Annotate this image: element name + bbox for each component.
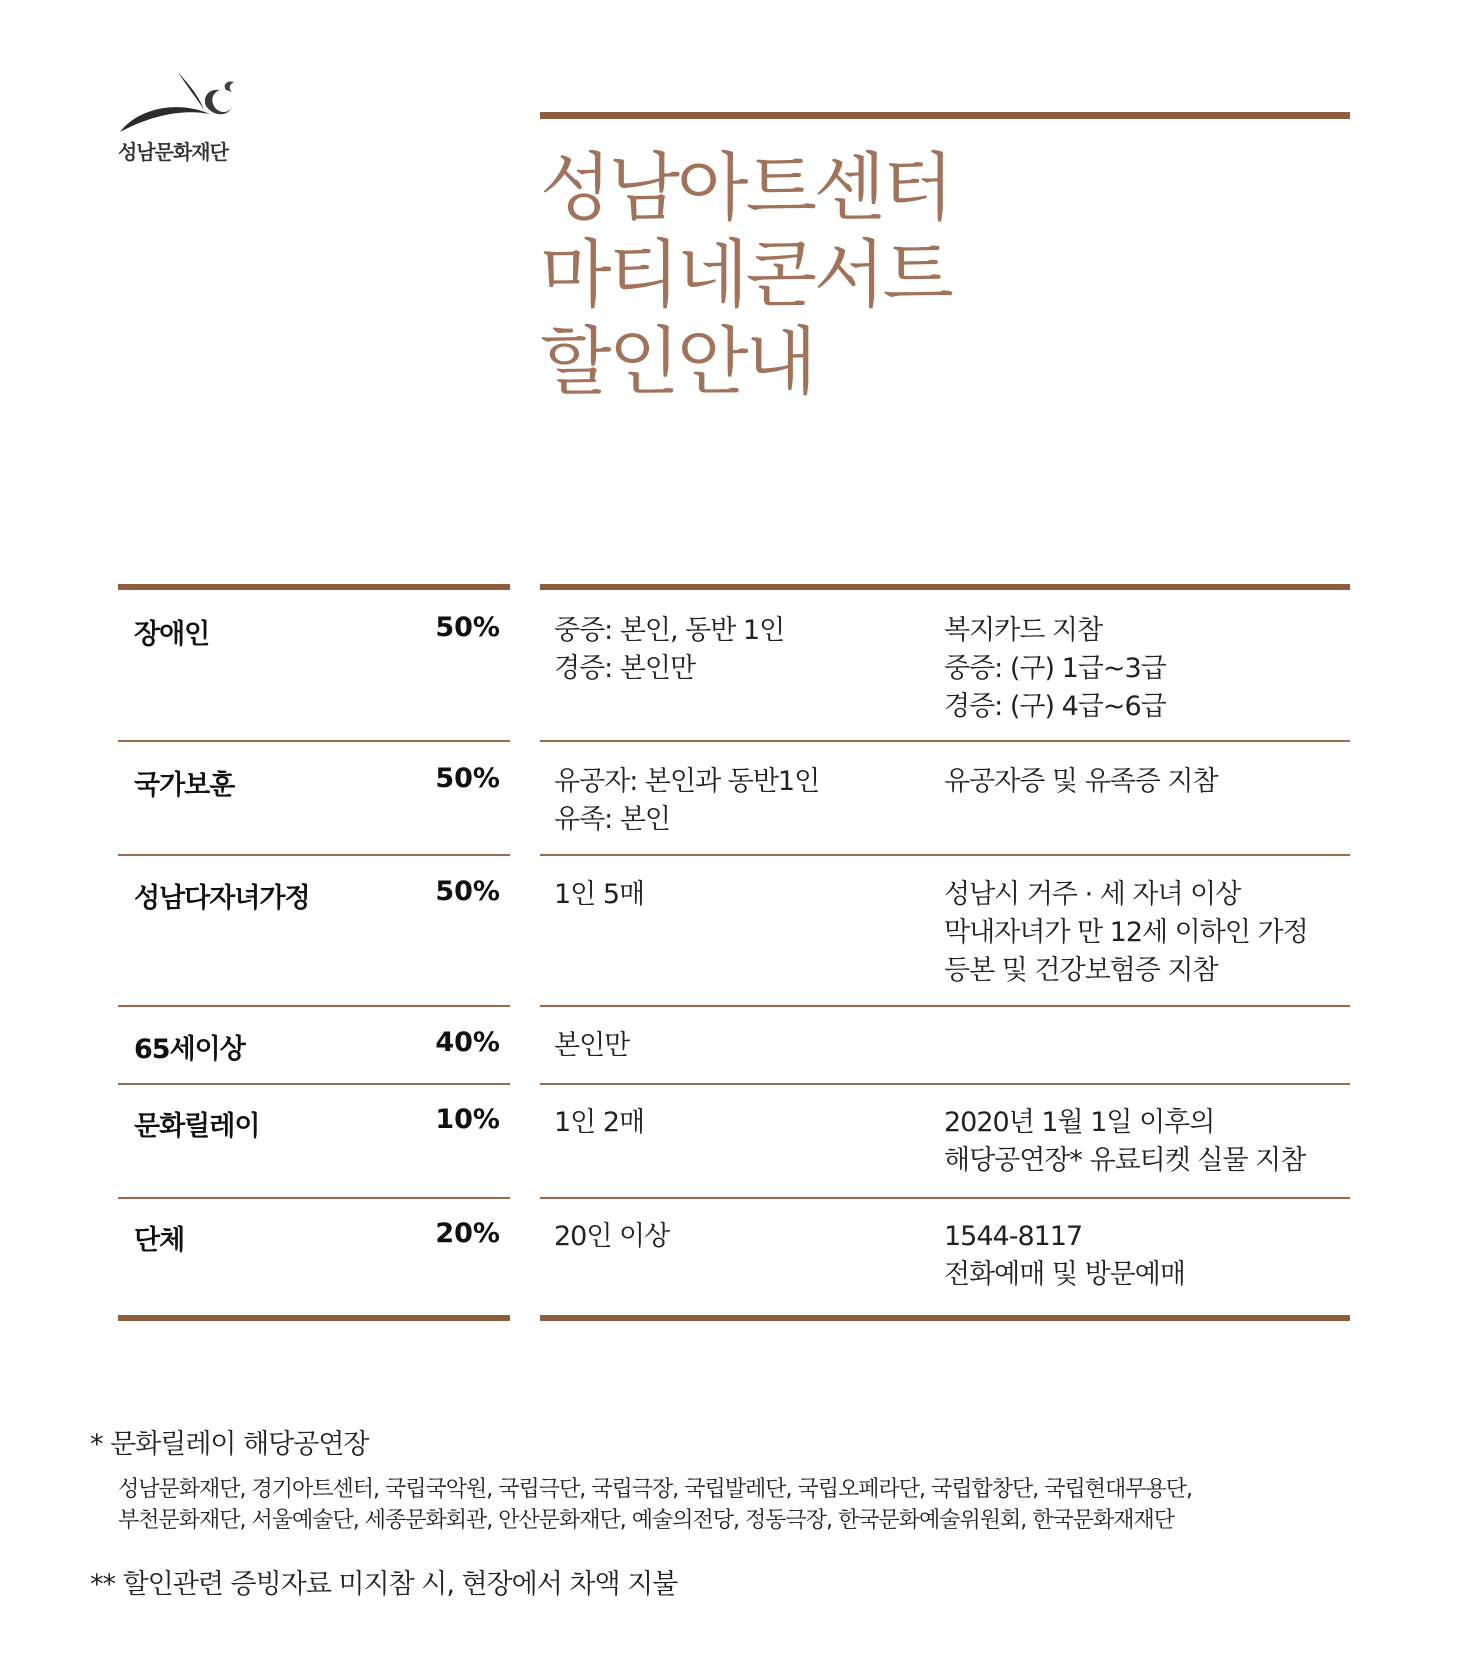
requirement-line: 등본 및 건강보험증 지참 <box>944 955 1218 986</box>
row-divider-right <box>540 1005 1350 1007</box>
title-top-rule <box>540 112 1350 119</box>
requirement-line: 성남시 거주 · 세 자녀 이상 <box>944 879 1241 910</box>
row-category: 문화릴레이 <box>134 1111 260 1142</box>
row-requirements <box>944 1218 1185 1294</box>
row-divider-left <box>118 1005 510 1007</box>
row-divider-right <box>540 1197 1350 1199</box>
requirement-line: 1544-8117 <box>944 1221 1083 1252</box>
title-line-3: 할인안내 <box>540 319 814 405</box>
row-requirements <box>944 763 1218 801</box>
table-bottom-rule-left <box>118 1315 510 1321</box>
venues-line: 성남문화재단, 경기아트센터, 국립국악원, 국립극단, 국립극장, 국립발레단, 국립오페라단, 국립합창단, 국립현대무용단, <box>118 1477 1192 1502</box>
condition-line: 1인 5매 <box>554 879 645 910</box>
row-category: 65세이상 <box>134 1034 245 1065</box>
row-divider-left <box>118 1083 510 1085</box>
row-discount: 20% <box>435 1218 500 1249</box>
row-divider-left <box>118 1197 510 1199</box>
requirement-line: 복지카드 지참 <box>944 615 1103 646</box>
row-divider-right <box>540 740 1350 742</box>
row-conditions <box>554 612 784 688</box>
title-line-1: 성남아트센터 <box>540 145 951 231</box>
row-divider-right <box>540 854 1350 856</box>
foundation-logo <box>118 70 248 170</box>
condition-line: 20인 이상 <box>554 1221 670 1252</box>
row-discount: 50% <box>435 612 500 643</box>
condition-line: 유공자: 본인과 동반1인 <box>554 766 820 797</box>
row-divider-left <box>118 740 510 742</box>
relay-venues-list <box>118 1474 1192 1536</box>
requirement-line: 2020년 1월 1일 이후의 <box>944 1107 1215 1138</box>
condition-line: 중증: 본인, 동반 1인 <box>554 615 785 646</box>
relay-venues-heading: * 문화릴레이 해당공연장 <box>90 1429 369 1460</box>
row-category: 국가보훈 <box>134 770 235 801</box>
title-line-2: 마티네콘서트 <box>540 232 951 318</box>
row-category: 단체 <box>134 1225 185 1256</box>
row-conditions <box>554 876 644 914</box>
condition-line: 1인 2매 <box>554 1107 645 1138</box>
row-requirements <box>944 876 1308 990</box>
condition-line: 본인만 <box>554 1030 630 1061</box>
requirement-line: 유공자증 및 유족증 지참 <box>944 766 1218 797</box>
row-divider-left <box>118 854 510 856</box>
row-conditions <box>554 1104 644 1142</box>
row-discount: 40% <box>435 1027 500 1058</box>
requirement-line: 중증: (구) 1급~3급 <box>944 653 1166 684</box>
row-conditions <box>554 763 819 839</box>
requirement-line: 전화예매 및 방문예매 <box>944 1259 1185 1290</box>
table-top-rule-right <box>540 584 1350 590</box>
requirement-line: 경증: (구) 4급~6급 <box>944 691 1166 722</box>
condition-line: 유족: 본인 <box>554 804 671 835</box>
venues-line: 부천문화재단, 서울예술단, 세종문화회관, 안산문화재단, 예술의전당, 정동극장, 한국문화예술위원회, 한국문화재재단 <box>118 1508 1175 1533</box>
swan-logo-icon <box>118 70 248 136</box>
table-bottom-rule-right <box>540 1315 1350 1321</box>
row-discount: 50% <box>435 763 500 794</box>
row-conditions <box>554 1027 629 1065</box>
row-divider-right <box>540 1083 1350 1085</box>
row-discount: 50% <box>435 876 500 907</box>
row-conditions <box>554 1218 669 1256</box>
row-discount: 10% <box>435 1104 500 1135</box>
row-category: 장애인 <box>134 619 210 650</box>
requirement-line: 해당공연장* 유료티켓 실물 지참 <box>944 1145 1306 1176</box>
logo-text: 성남문화재단 <box>118 140 228 164</box>
page-title <box>540 145 951 406</box>
proof-notice: ** 할인관련 증빙자료 미지참 시, 현장에서 차액 지불 <box>90 1569 678 1600</box>
row-requirements <box>944 1104 1305 1180</box>
row-requirements <box>944 612 1166 726</box>
condition-line: 경증: 본인만 <box>554 653 696 684</box>
row-category: 성남다자녀가정 <box>134 883 310 914</box>
table-top-rule-left <box>118 584 510 590</box>
requirement-line: 막내자녀가 만 12세 이하인 가정 <box>944 917 1308 948</box>
